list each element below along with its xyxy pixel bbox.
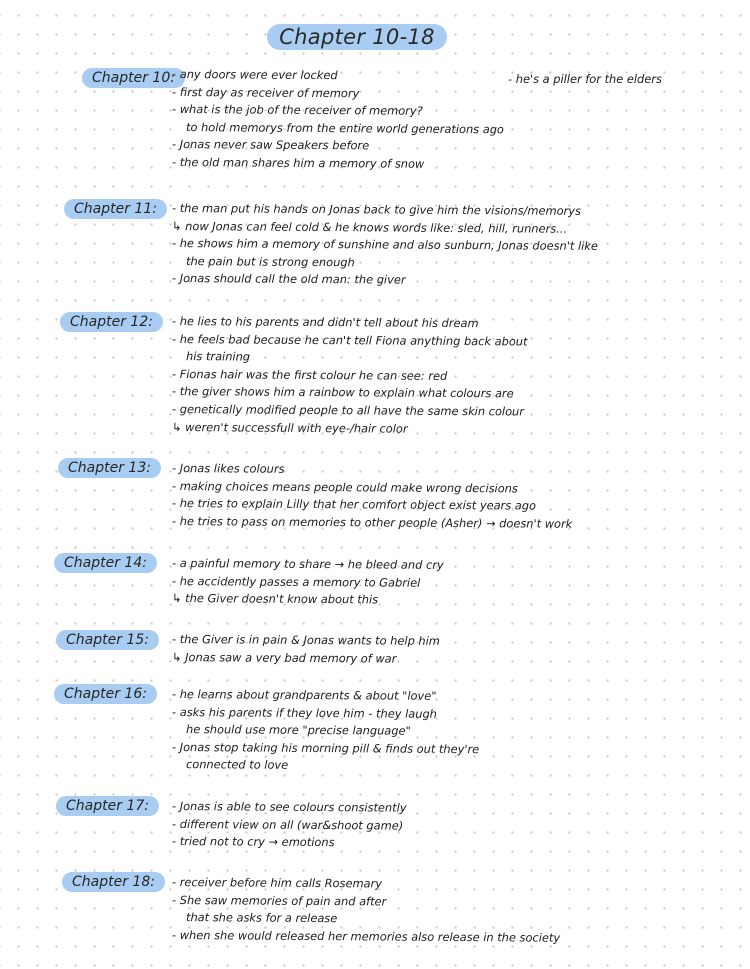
note-line: - genetically modified people to all have the same skin colour	[171, 401, 525, 419]
chapter-13-notes	[172, 460, 572, 530]
chapter-16-label: Chapter 16:	[54, 684, 157, 704]
chapter-10-label: Chapter 10:	[82, 68, 185, 88]
chapter-18-label: Chapter 18:	[62, 872, 165, 892]
note-line: ↳ weren't successfull with eye-/hair color	[171, 419, 408, 436]
note-line: the pain but is strong enough	[185, 253, 355, 270]
note-line: - Jonas stop taking his morning pill & finds out they're	[171, 739, 480, 756]
page-title-wrap	[0, 24, 750, 50]
chapter-17-label: Chapter 17:	[56, 796, 159, 816]
note-line: to hold memorys from the entire world generations ago	[185, 119, 504, 137]
note-line: connected to love	[185, 757, 289, 773]
note-line: - he accidently passes a memory to Gabriel	[171, 573, 421, 590]
chapter-12-label: Chapter 12:	[60, 312, 163, 332]
chapter-10-notes	[172, 66, 504, 172]
note-line: he should use more "precise language"	[185, 722, 411, 738]
note-line: - what is the job of the receiver of memory?	[171, 102, 423, 118]
note-line: ↳ the Giver doesn't know about this	[171, 591, 379, 607]
chapter-15-label: Chapter 15:	[56, 630, 159, 650]
note-line: - a painful memory to share → he bleed and cry	[171, 556, 444, 572]
chapter-11-label: Chapter 11:	[64, 199, 167, 219]
note-line: - Jonas never saw Speakers before	[171, 137, 370, 153]
note-line: - he shows him a memory of sunshine and also sunburn, Jonas doesn't like	[171, 236, 598, 254]
note-line: - he tries to explain Lilly that her comfort object exist years ago	[171, 496, 537, 513]
chapter-17-notes	[172, 798, 407, 851]
note-line: - asks his parents if they love him - they laugh	[171, 704, 437, 721]
note-line: - he tries to pass on memories to other people (Asher) → doesn't work	[171, 513, 573, 531]
chapter-18-notes	[172, 874, 560, 944]
note-line: - he lies to his parents and didn't tell about his dream	[171, 314, 479, 331]
note-line: - Jonas is able to see colours consistently	[171, 799, 407, 815]
note-line: his training	[185, 349, 251, 364]
note-line: - the Giver is in pain & Jonas wants to help him	[171, 632, 440, 648]
note-line: - when she would released her memories also release in the society	[171, 927, 561, 945]
note-line: that she asks for a release	[185, 910, 338, 926]
note-line: - She saw memories of pain and after	[171, 892, 387, 909]
chapter-11-notes	[172, 200, 598, 288]
note-line: - making choices means people could make wrong decisions	[171, 478, 518, 496]
note-line: - the old man shares him a memory of snow	[171, 154, 425, 171]
chapter-14-notes	[172, 555, 444, 608]
note-line: - Fionas hair was the first colour he can see: red	[171, 366, 448, 383]
note-line: - first day as receiver of memory	[171, 84, 360, 100]
chapter-16-notes	[172, 686, 479, 774]
note-line: - the man put his hands on Jonas back to give him the visions/memorys	[171, 201, 581, 218]
chapter-15-notes	[172, 631, 440, 666]
page-title: Chapter 10-18	[267, 24, 447, 50]
note-line: - receiver before him calls Rosemary	[171, 875, 383, 891]
note-line: - he learns about grandparents & about "love"	[171, 687, 437, 703]
note-line: ↳ now Jonas can feel cold & he knows words like: sled, hill, runners...	[171, 218, 568, 236]
chapter-13-label: Chapter 13:	[58, 458, 161, 478]
note-line: - Jonas likes colours	[171, 461, 285, 476]
side-note: - he's a piller for the elders	[508, 72, 662, 86]
note-line: - tried not to cry → emotions	[171, 834, 335, 850]
chapter-14-label: Chapter 14:	[54, 553, 157, 573]
note-line: - any doors were ever locked	[171, 67, 338, 83]
chapter-12-notes	[172, 313, 528, 436]
note-line: - different view on all (war&shoot game)	[171, 816, 404, 833]
note-line: ↳ Jonas saw a very bad memory of war	[171, 649, 397, 666]
note-line: - he feels bad because he can't tell Fiona anything back about	[171, 331, 528, 349]
note-line: - Jonas should call the old man: the giver	[171, 271, 406, 288]
note-line: - the giver shows him a rainbow to explain what colours are	[171, 384, 514, 401]
